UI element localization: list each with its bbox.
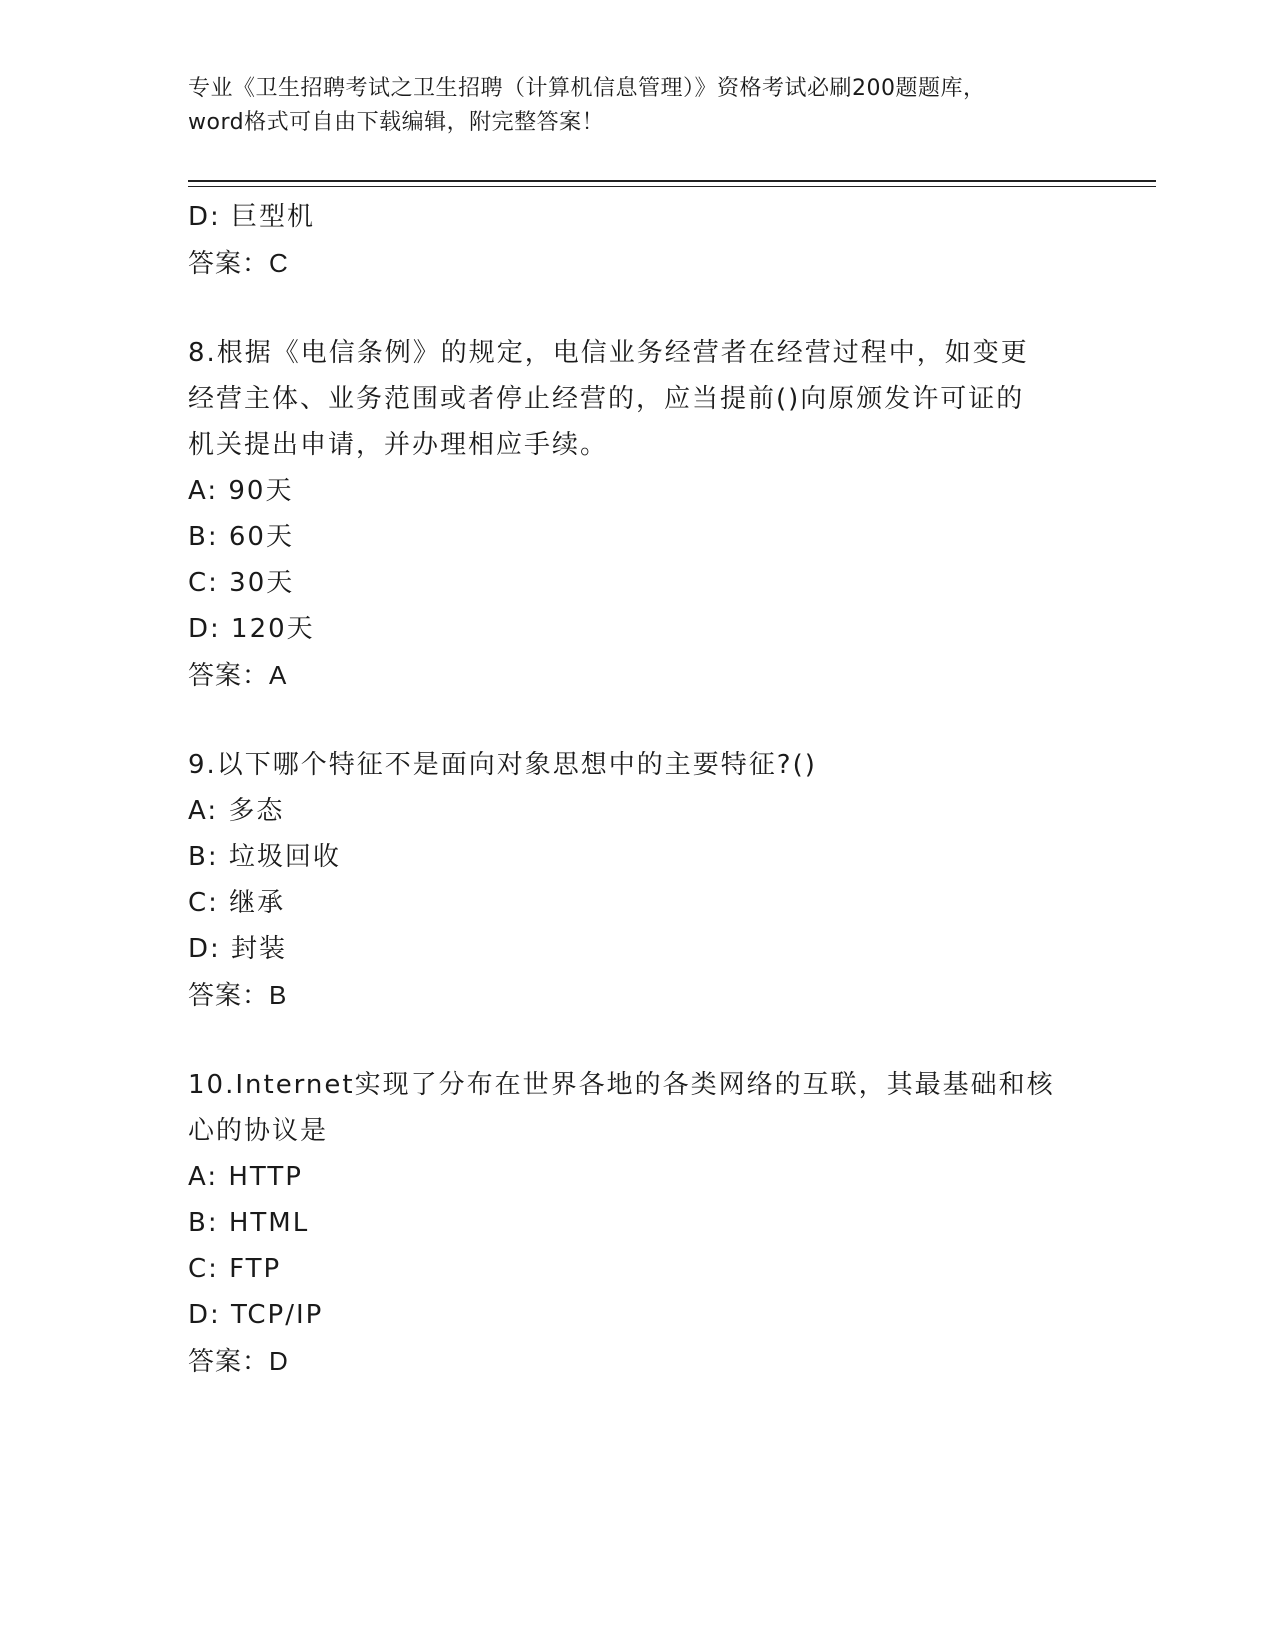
option-a: A: 90天 — [188, 476, 294, 506]
option-a: A: HTTP — [188, 1162, 303, 1192]
question-text-line: 经营主体、业务范围或者停止经营的，应当提前()向原颁发许可证的 — [188, 384, 1025, 414]
question-8 — [188, 330, 1088, 698]
option-b: B: HTML — [188, 1208, 310, 1238]
document-header — [188, 72, 1088, 140]
document-body — [188, 194, 1088, 1384]
answer-line: 答案：B — [188, 980, 288, 1010]
spacer — [188, 1018, 1088, 1062]
question-text-line: 9.以下哪个特征不是面向对象思想中的主要特征?() — [188, 750, 817, 780]
answer-line: 答案：A — [188, 660, 288, 690]
option-a: A: 多态 — [188, 796, 285, 826]
spacer — [188, 286, 1088, 330]
option-d: D: 巨型机 — [188, 202, 316, 232]
answer-line: 答案：C — [188, 248, 289, 278]
question-10 — [188, 1062, 1088, 1384]
question-9 — [188, 742, 1088, 1018]
option-b: B: 垃圾回收 — [188, 842, 341, 872]
header-line-2: word格式可自由下载编辑，附完整答案！ — [188, 110, 605, 135]
question-7-tail — [188, 194, 1088, 286]
spacer — [188, 698, 1088, 742]
question-text-line: 机关提出申请，并办理相应手续。 — [188, 430, 609, 460]
header-divider-thick — [188, 180, 1156, 182]
option-d: D: 120天 — [188, 614, 315, 644]
option-c: C: 30天 — [188, 568, 295, 598]
question-text-line: 心的协议是 — [188, 1116, 329, 1146]
option-c: C: 继承 — [188, 888, 286, 918]
question-text-line: 10.Internet实现了分布在世界各地的各类网络的互联，其最基础和核 — [188, 1070, 1055, 1100]
option-b: B: 60天 — [188, 522, 294, 552]
answer-line: 答案：D — [188, 1346, 289, 1376]
option-c: C: FTP — [188, 1254, 282, 1284]
header-line-1: 专业《卫生招聘考试之卫生招聘（计算机信息管理）》资格考试必刷200题题库， — [188, 76, 986, 101]
option-d: D: TCP/IP — [188, 1300, 324, 1330]
question-text-line: 8.根据《电信条例》的规定，电信业务经营者在经营过程中，如变更 — [188, 338, 1029, 368]
option-d: D: 封装 — [188, 934, 288, 964]
header-divider-thin — [188, 186, 1156, 187]
